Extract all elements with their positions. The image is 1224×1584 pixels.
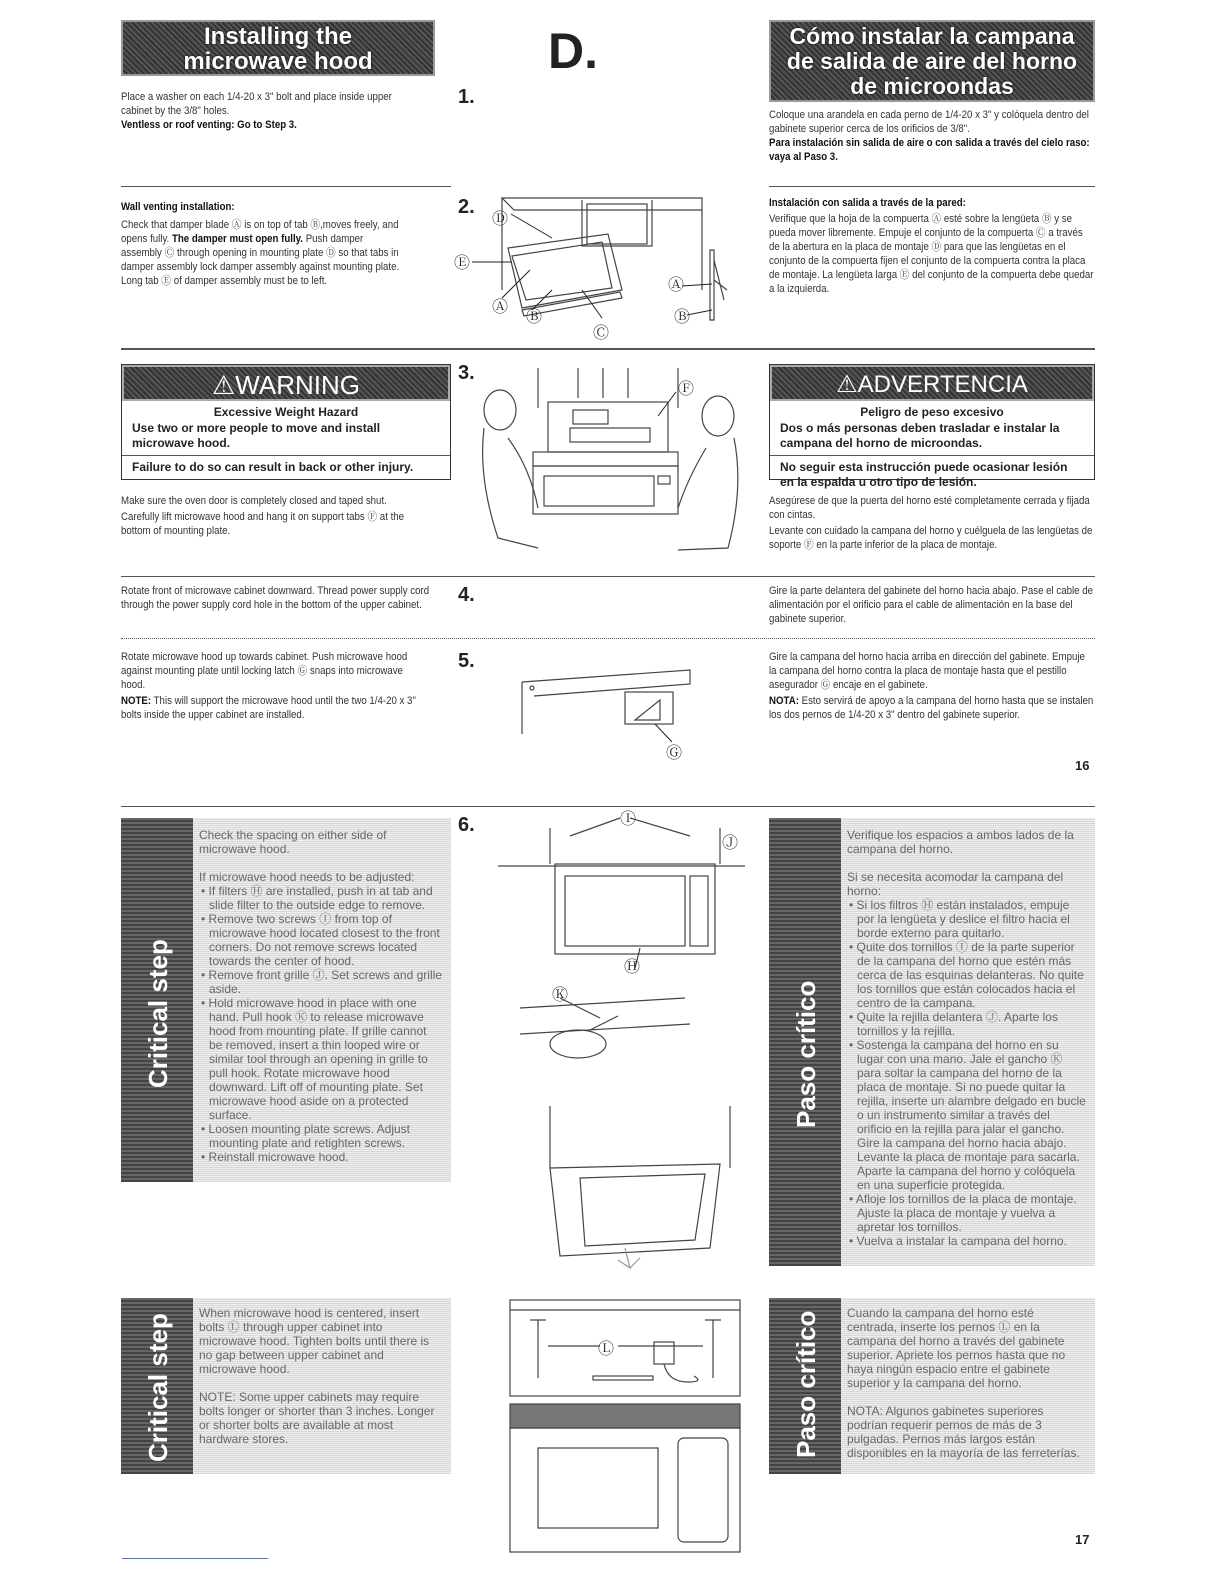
- warning-box-en: [121, 364, 451, 480]
- critical-step-box-es-2: [769, 1298, 1095, 1474]
- step1-en-bold: Ventless or roof venting: Go to Step 3.: [121, 119, 297, 131]
- step6-en-if: If microwave hood needs to be adjusted:: [199, 870, 415, 884]
- list-item: • Hold microwave hood in place with one hand. Pull hook Ⓚ to release microwave hood from mounting plate. If grille cannot be removed, insert a thin looped wire or similar tool through an opening in grille to pull hook. Rotate microwave hood downward. Lift off of mounting plate. Set microwave hood aside on a protected surface.: [201, 996, 428, 1122]
- header-es-line2: de salida de aire del horno: [786, 48, 1078, 74]
- warning-line1-es: Dos o más personas deben trasladar e instalar la campana del horno de microondas.: [780, 421, 1060, 450]
- section-letter: D.: [548, 23, 598, 79]
- step5-number: 5.: [458, 650, 475, 672]
- label-b: Ⓑ: [526, 309, 543, 326]
- step7-es-note: NOTA: Algunos gabinetes superiores podrían requerir pernos de más de 3 pulgadas. Pernos más largos están disponibles en la mayoría de las ferreterías.: [847, 1404, 1080, 1460]
- step5-en: [121, 650, 420, 722]
- adjust-hood-illustration: [490, 808, 760, 1284]
- step7-en-body: When microwave hood is centered, insert bolts Ⓛ through upper cabinet into microwave hood. Tighten bolts until there is no gap between upper cabinet and microwave hood.: [199, 1306, 430, 1376]
- step3-number: 3.: [458, 362, 475, 384]
- divider: [121, 348, 1095, 350]
- step1-es-text: Coloque una arandela en cada perno de 1/4-20 x 3" y colóquela dentro del gabinete superior cerca de los orificios de 3/8".: [769, 109, 1089, 135]
- step5-en-note-label: NOTE:: [121, 695, 152, 707]
- step6-number: 6.: [458, 814, 475, 836]
- list-item: • Remove two screws Ⓘ from top of microwave hood located closest to the front corners. Do not remove screws located towards the center of hood.: [201, 912, 440, 968]
- label-b2: Ⓑ: [674, 309, 691, 326]
- step6-en-list: [199, 884, 443, 1164]
- label-a2: Ⓐ: [668, 277, 685, 294]
- header-es-line1: Cómo instalar la campana: [789, 23, 1075, 49]
- step6-en-text: [199, 828, 443, 1164]
- list-item: • Loosen mounting plate screws. Adjust mounting plate and retighten screws.: [201, 1122, 410, 1150]
- header-es: [769, 20, 1095, 102]
- warning-line1-en: Use two or more people to move and install microwave hood.: [132, 421, 381, 450]
- warning-subtitle-es: Peligro de peso excesivo: [860, 405, 1004, 419]
- step3-en-text1: Make sure the oven door is completely closed and taped shut.: [121, 495, 387, 507]
- step3-en: [121, 494, 411, 538]
- list-item: • Sostenga la campana del horno en su lugar con una mano. Jale el gancho Ⓚ para soltar la campana del horno de la placa de montaje. Si no puede quitar la rejilla, inserte un alambre delgado en bucle o un instrumento similar a través del orificio en la rejilla para jalar el gancho. Gire la campana del horno hacia abajo. Levante la placa de montaje para sacarla. Aparte la campana del horno y colóquela en una superficie protegida.: [849, 1038, 1086, 1192]
- two-people-lifting-illustration: [478, 368, 744, 564]
- step1-es: [769, 108, 1095, 164]
- step4-es: Gire la parte delantera del gabinete del horno hacia abajo. Pase el cable de alimentación por el orificio para el cable de alimentación en la base del gabinete superior.: [769, 585, 1093, 625]
- step5-es-note: Esto servirá de apoyo a la campana del horno hasta que se instalen los dos pernos de 1/4-20 x 3" dentro del gabinete superior.: [769, 695, 1094, 721]
- critical-step-label-en-2: Critical step: [143, 1313, 173, 1462]
- step7-en-text: [199, 1306, 443, 1446]
- step2-en: [121, 200, 403, 288]
- insert-bolts-illustration: [508, 1298, 742, 1560]
- label-f: Ⓕ: [678, 381, 695, 398]
- list-item: • Quite la rejilla delantera Ⓙ. Aparte los tornillos y la rejilla.: [849, 1010, 1058, 1038]
- step5-en-note: This will support the microwave hood until the two 1/4-20 x 3" bolts inside the upper cabinet are installed.: [121, 695, 416, 721]
- label-a: Ⓐ: [492, 299, 509, 316]
- list-item: • Remove front grille Ⓙ. Set screws and grille aside.: [201, 968, 442, 996]
- header-es-line3: de microondas: [850, 73, 1014, 99]
- step2-es-text: Verifique que la hoja de la compuerta Ⓐ esté sobre la lengüeta Ⓑ y se pueda mover libremente. Empuje el conjunto de la compuerta Ⓒ a través de la abertura en la placa de montaje Ⓓ para que las lengüetas en el conjunto de la compuerta fijen el conjunto de la compuerta contra la placa de montaje. La lengüeta larga Ⓔ del conjunto de la compuerta debe quedar a la izquierda.: [769, 213, 1094, 295]
- step5-es-note-label: NOTA:: [769, 695, 799, 707]
- step3-en-text2: Carefully lift microwave hood and hang it on support tabs Ⓕ at the bottom of mounting plate.: [121, 511, 405, 537]
- list-item: • Vuelva a instalar la campana del horno.: [849, 1234, 1067, 1248]
- page-divider: [121, 806, 1095, 807]
- divider: [769, 186, 1095, 187]
- step5-es-text: Gire la campana del horno hacia arriba en dirección del gabinete. Empuje la campana del horno contra la placa de montaje hasta que el pestillo asegurador Ⓖ encaje en el gabinete.: [769, 651, 1085, 691]
- label-c: Ⓒ: [593, 325, 610, 340]
- step2-en-text-b: Push damper assembly Ⓒ through opening in mounting plate Ⓓ so that tabs in damper assembly lock damper assembly against mounting plate. Long tab Ⓔ of damper assembly must be to left.: [121, 233, 400, 287]
- page-number-16: 16: [1075, 758, 1090, 773]
- list-item: • Quite dos tornillos Ⓘ de la parte superior de la campana del horno que estén más cerca de las esquinas delanteras. No quite los tornillos que están colocados hacia el centro de la campana.: [849, 940, 1084, 1010]
- warning-subtitle-en: Excessive Weight Hazard: [213, 405, 359, 419]
- header-en-line2: microwave hood: [183, 48, 373, 75]
- divider: [121, 576, 1095, 577]
- label-g: Ⓖ: [666, 745, 683, 762]
- label-j: Ⓙ: [722, 835, 739, 852]
- warning-line2-en: Failure to do so can result in back or other injury.: [132, 460, 414, 474]
- step2-en-text-a: Check that damper blade Ⓐ is on top of tab Ⓑ,moves freely, and opens fully.: [121, 219, 399, 245]
- warning-box-es: [769, 364, 1095, 489]
- label-i: Ⓘ: [620, 811, 637, 828]
- step6-es-if: Si se necesita acomodar la campana del horno:: [847, 870, 1064, 898]
- step1-number: 1.: [458, 86, 475, 108]
- damper-assembly-illustration: [452, 190, 752, 340]
- page-number-17: 17: [1075, 1532, 1090, 1547]
- step2-number: 2.: [458, 196, 475, 218]
- critical-step-box-es: [769, 818, 1095, 1266]
- label-h: Ⓗ: [624, 959, 641, 976]
- step4-en: Rotate front of microwave cabinet downward. Thread power supply cord through the power supply cord hole in the bottom of the upper cabinet.: [121, 585, 430, 611]
- list-item: • Si los filtros Ⓗ están instalados, empuje por la lengüeta y deslice el filtro hacia el borde externo para quitarlo.: [849, 898, 1070, 940]
- step2-es: [769, 196, 1095, 296]
- step6-en-intro: Check the spacing on either side of microwave hood.: [199, 828, 387, 856]
- step3-es-text1: Asegúrese de que la puerta del horno esté completamente cerrada y fijada con cintas.: [769, 495, 1090, 521]
- list-item: • Reinstall microwave hood.: [201, 1150, 349, 1164]
- warning-title-es: ⚠ADVERTENCIA: [770, 365, 1094, 401]
- step1-en: [121, 90, 411, 132]
- divider: [121, 186, 451, 187]
- header-en: [121, 20, 435, 76]
- warning-separator: [770, 455, 1094, 456]
- step4-number: 4.: [458, 584, 475, 606]
- step1-es-bold: Para instalación sin salida de aire o con salida a través del cielo raso: vaya al Paso 3.: [769, 137, 1090, 163]
- step1-en-text: Place a washer on each 1/4-20 x 3" bolt and place inside upper cabinet by the 3/8" holes.: [121, 91, 392, 117]
- step6-es-intro: Verifique los espacios a ambos lados de la campana del horno.: [847, 828, 1074, 856]
- warning-line2-es: No seguir esta instrucción puede ocasionar lesión en la espalda u otro tipo de lesión.: [780, 460, 1068, 489]
- step6-es-list: [847, 898, 1087, 1248]
- label-k: Ⓚ: [552, 987, 569, 1004]
- step2-en-heading: Wall venting installation:: [121, 201, 235, 213]
- label-e: Ⓔ: [454, 255, 471, 272]
- list-item: • If filters Ⓗ are installed, push in at tab and slide filter to the outside edge to remove.: [201, 884, 433, 912]
- critical-step-label-en: Critical step: [143, 939, 173, 1088]
- step7-es-text: [847, 1306, 1087, 1460]
- step5-en-text: Rotate microwave hood up towards cabinet. Push microwave hood against mounting plate until locking latch Ⓖ snaps into microwave hood.: [121, 651, 408, 691]
- warning-title-en: ⚠WARNING: [122, 365, 450, 401]
- divider: [121, 638, 1095, 639]
- warning-separator: [122, 455, 450, 456]
- step2-en-bold: The damper must open fully.: [171, 233, 304, 245]
- step5-es: [769, 650, 1095, 722]
- footer-link-line: [122, 1558, 268, 1559]
- critical-step-box-en: [121, 818, 451, 1182]
- critical-step-label-es-2: Paso crítico: [791, 1310, 821, 1458]
- step3-es-text2: Levante con cuidado la campana del horno y cuélguela de las lengüetas de soporte Ⓕ en la parte inferior de la placa de montaje.: [769, 525, 1093, 551]
- step6-es-text: [847, 828, 1087, 1248]
- critical-step-label-es: Paso crítico: [791, 980, 821, 1128]
- label-d: Ⓓ: [492, 211, 509, 228]
- list-item: • Afloje los tornillos de la placa de montaje. Ajuste la placa de montaje y vuelva a apretar los tornillos.: [849, 1192, 1077, 1234]
- critical-step-box-en-2: [121, 1298, 451, 1474]
- step7-es-body: Cuando la campana del horno esté centrada, inserte los pernos Ⓛ en la campana del horno a través del gabinete superior. Apriete los pernos hasta que no haya ningún espacio entre el gabinete superior y la campana del horno.: [847, 1306, 1066, 1390]
- step2-es-heading: Instalación con salida a través de la pared:: [769, 197, 966, 209]
- step7-en-note: NOTE: Some upper cabinets may require bolts longer or shorter than 3 inches. Longer or shorter bolts are available at most hardware stores.: [199, 1390, 435, 1446]
- step3-es: [769, 494, 1095, 552]
- locking-latch-illustration: [510, 662, 710, 762]
- label-l: Ⓛ: [598, 1341, 615, 1358]
- header-en-line1: Installing the: [203, 23, 352, 50]
